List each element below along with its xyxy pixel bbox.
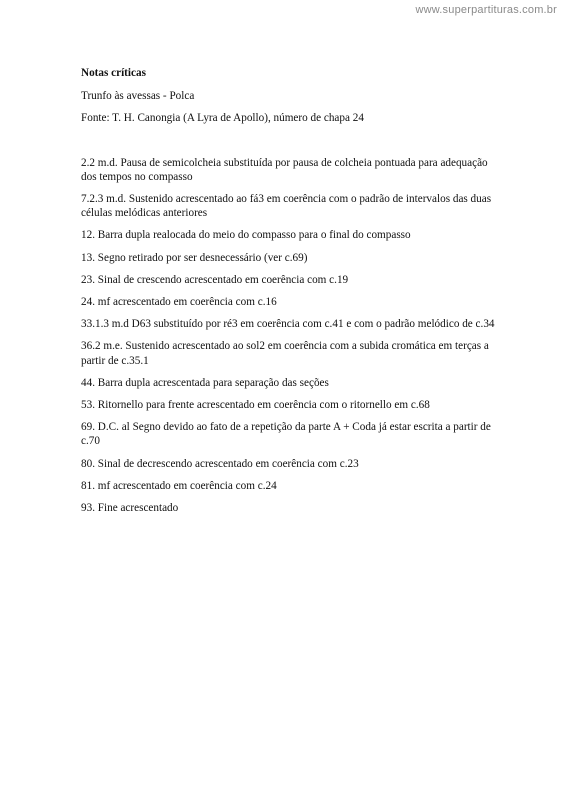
- notes-list: [81, 156, 496, 516]
- note-item: 81. mf acrescentado em coerência com c.24: [81, 479, 277, 492]
- page-heading: Notas críticas: [81, 67, 146, 79]
- note-item: 12. Barra dupla realocada do meio do compasso para o final do compasso: [81, 229, 411, 242]
- note-item: 53. Ritornello para frente acrescentado em coerência com o ritornello em c.68: [81, 399, 430, 412]
- note-item: 69. D.C. al Segno devido ao fato de a repetição da parte A + Coda já estar escrita a partir de c.70: [81, 421, 491, 448]
- note-item: 44. Barra dupla acrescentada para separação das seções: [81, 376, 329, 389]
- source-line: Fonte: T. H. Canongia (A Lyra de Apollo), número de chapa 24: [81, 112, 364, 125]
- note-item: 80. Sinal de decrescendo acrescentado em coerência com c.23: [81, 457, 359, 470]
- critical-notes-page: [81, 66, 496, 523]
- note-item: 33.1.3 m.d D63 substituído por ré3 em coerência com c.41 e com o padrão melódico de c.34: [81, 318, 495, 331]
- note-item: 2.2 m.d. Pausa de semicolcheia substituída por pausa de colcheia pontuada para adequação dos tempos no compasso: [81, 156, 488, 183]
- note-item: 24. mf acrescentado em coerência com c.16: [81, 296, 277, 309]
- note-item: 93. Fine acrescentado: [81, 502, 179, 515]
- note-item: 7.2.3 m.d. Sustenido acrescentado ao fá3 em coerência com o padrão de intervalos das duas células melódicas anteriores: [81, 193, 492, 220]
- note-item: 13. Segno retirado por ser desnecessário (ver c.69): [81, 251, 308, 264]
- note-item: 23. Sinal de crescendo acrescentado em coerência com c.19: [81, 273, 349, 286]
- note-item: 36.2 m.e. Sustenido acrescentado ao sol2 em coerência com a subida cromática em terças a partir de c.35.1: [81, 340, 489, 367]
- site-watermark: www.superpartituras.com.br: [415, 4, 557, 16]
- piece-title: Trunfo às avessas - Polca: [81, 90, 195, 103]
